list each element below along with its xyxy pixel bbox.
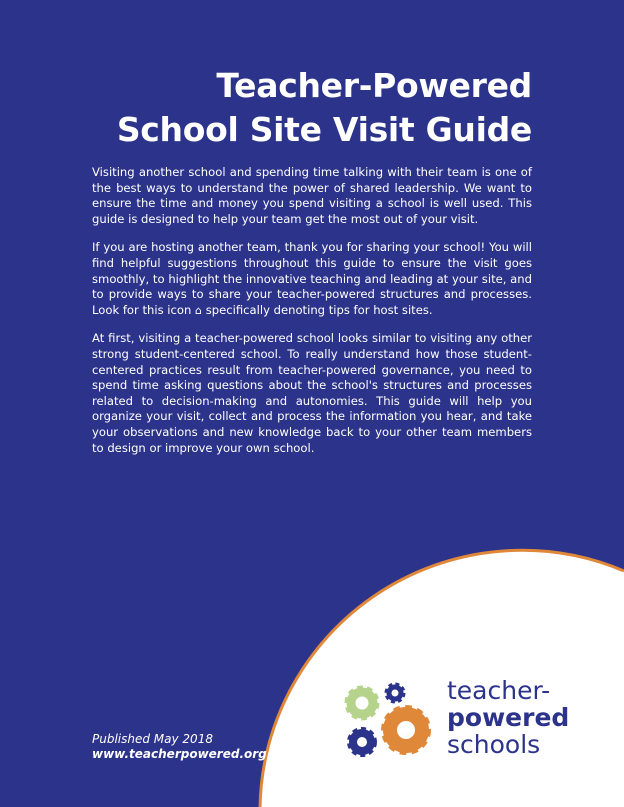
gears-logo-icon: [340, 678, 440, 763]
paragraph-3: At first, visiting a teacher-powered school looks similar to visiting any other strong student-centered school. To really understand how those student-centered practices result from teacher-powered governance, you need to spend time asking questions about the school's structures and processes related to decision-making and autonomies. This guide will help you organize your visit, collect and process the information you hear, and take your observations and new knowledge back to your other team members to design or improve your own school.: [92, 331, 532, 455]
paragraph-2-text: If you are hosting another team, thank you for sharing your school! You will find helpful suggestions throughout this guide to ensure the visit goes smoothly, to highlight the innovative teaching and leading at your site, and to provide ways to share your teacher-powered structures and processes. Look for this icon: [92, 240, 532, 317]
logo-line-1: teacher-: [447, 676, 551, 705]
title-line-1: Teacher-Powered: [216, 66, 532, 105]
green-gear-icon: [348, 689, 376, 717]
small-blue-gear-icon: [387, 685, 403, 701]
published-date: Published May 2018: [92, 732, 213, 746]
page-title: [117, 64, 532, 152]
paragraph-2-text-end: specifically denoting tips for host sites.: [205, 302, 433, 317]
intro-text: [92, 165, 532, 469]
blue-gear-icon: [350, 730, 374, 754]
logo-wordmark: [447, 677, 569, 758]
publication-info: [92, 732, 267, 762]
logo-line-2: powered: [447, 703, 570, 732]
orange-gear-icon: [385, 709, 427, 751]
title-line-2: School Site Visit Guide: [116, 110, 532, 149]
website-link[interactable]: www.teacherpowered.org: [92, 747, 267, 761]
paragraph-2: [92, 240, 532, 318]
home-icon: ⌂: [195, 303, 203, 317]
logo-line-3: schools: [447, 730, 541, 759]
paragraph-1: Visiting another school and spending time talking with their team is one of the best ways to understand the power of shared leadership. We want to ensure the time and money you spend visiting a school is well used. This guide is designed to help your team get the most out of your visit.: [92, 165, 532, 226]
